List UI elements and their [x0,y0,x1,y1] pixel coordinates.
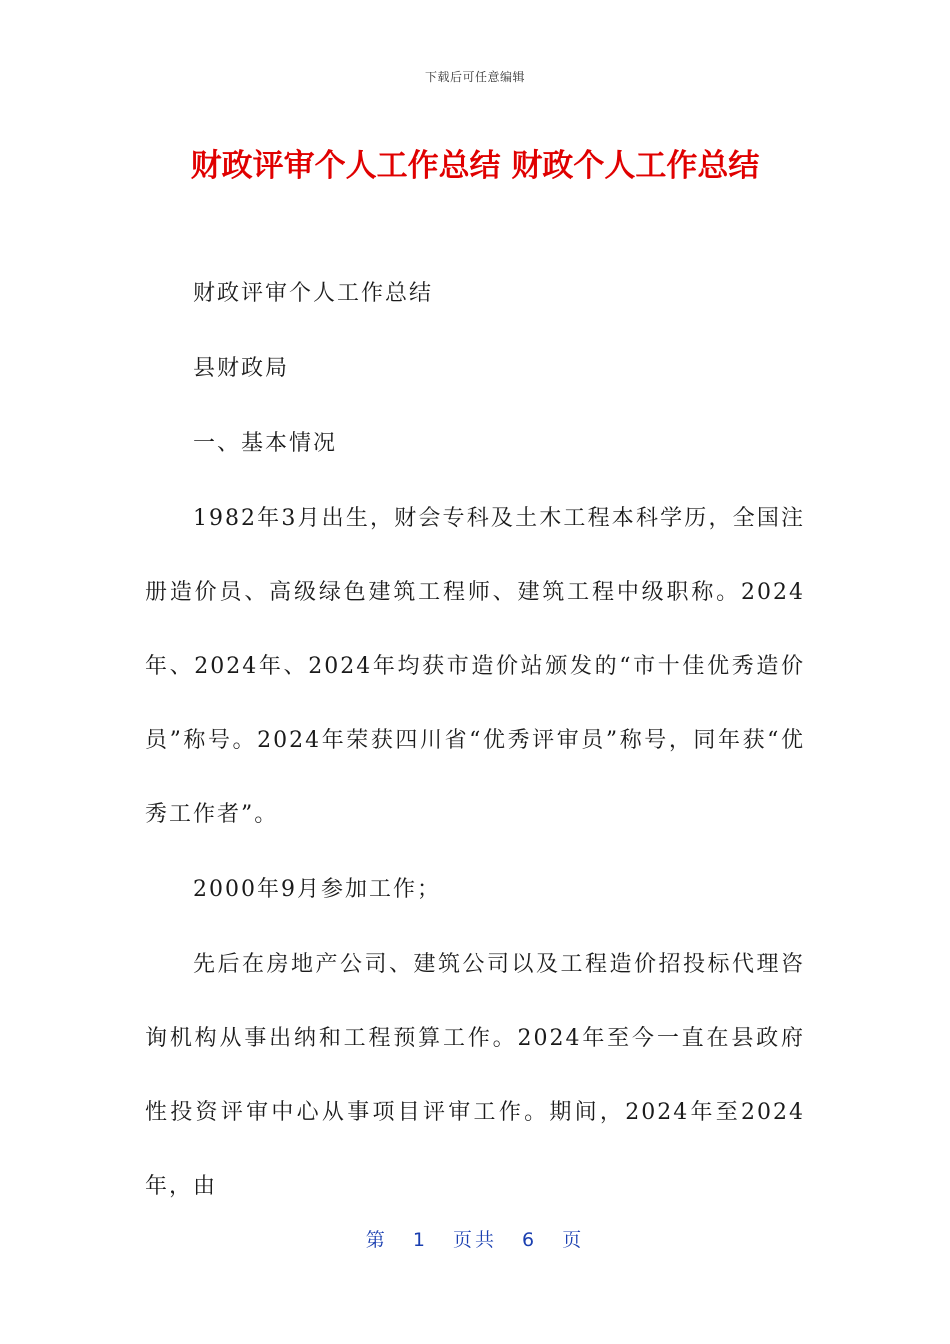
paragraph-subtitle: 财政评审个人工作总结 [193,281,434,306]
page-suffix: 页 [562,1229,585,1251]
header-note: 下载后可任意编辑 [424,70,525,84]
page-number-footer [0,1225,950,1252]
paragraph-background: 1982年3月出生，财会专科及土木工程本科学历，全国注册造价员、高级绿色建筑工程师、建筑工程中级职称。2024年、2024年、2024年均获市造价站颁发的“市十佳优秀造价员”称号。2024年荣获四川省“优秀评审员”称号，同年获“优秀工作者”。 [145,506,805,827]
page-current: 1 [412,1229,428,1251]
document-title: 财政评审个人工作总结 财政个人工作总结 [190,148,760,184]
paragraph-department: 县财政局 [193,356,290,381]
paragraph-work-start: 2000年9月参加工作； [193,877,441,902]
paragraph-section-heading: 一、基本情况 [193,431,338,456]
page-total: 6 [522,1229,538,1251]
page-middle: 页共 [452,1229,497,1251]
paragraph-work-history: 先后在房地产公司、建筑公司以及工程造价招投标代理咨询机构从事出纳和工程预算工作。2024年至今一直在县政府性投资评审中心从事项目评审工作。期间，2024年至2024年，由 [145,952,805,1199]
page-prefix: 第 [365,1229,388,1251]
document-body [145,275,805,1243]
